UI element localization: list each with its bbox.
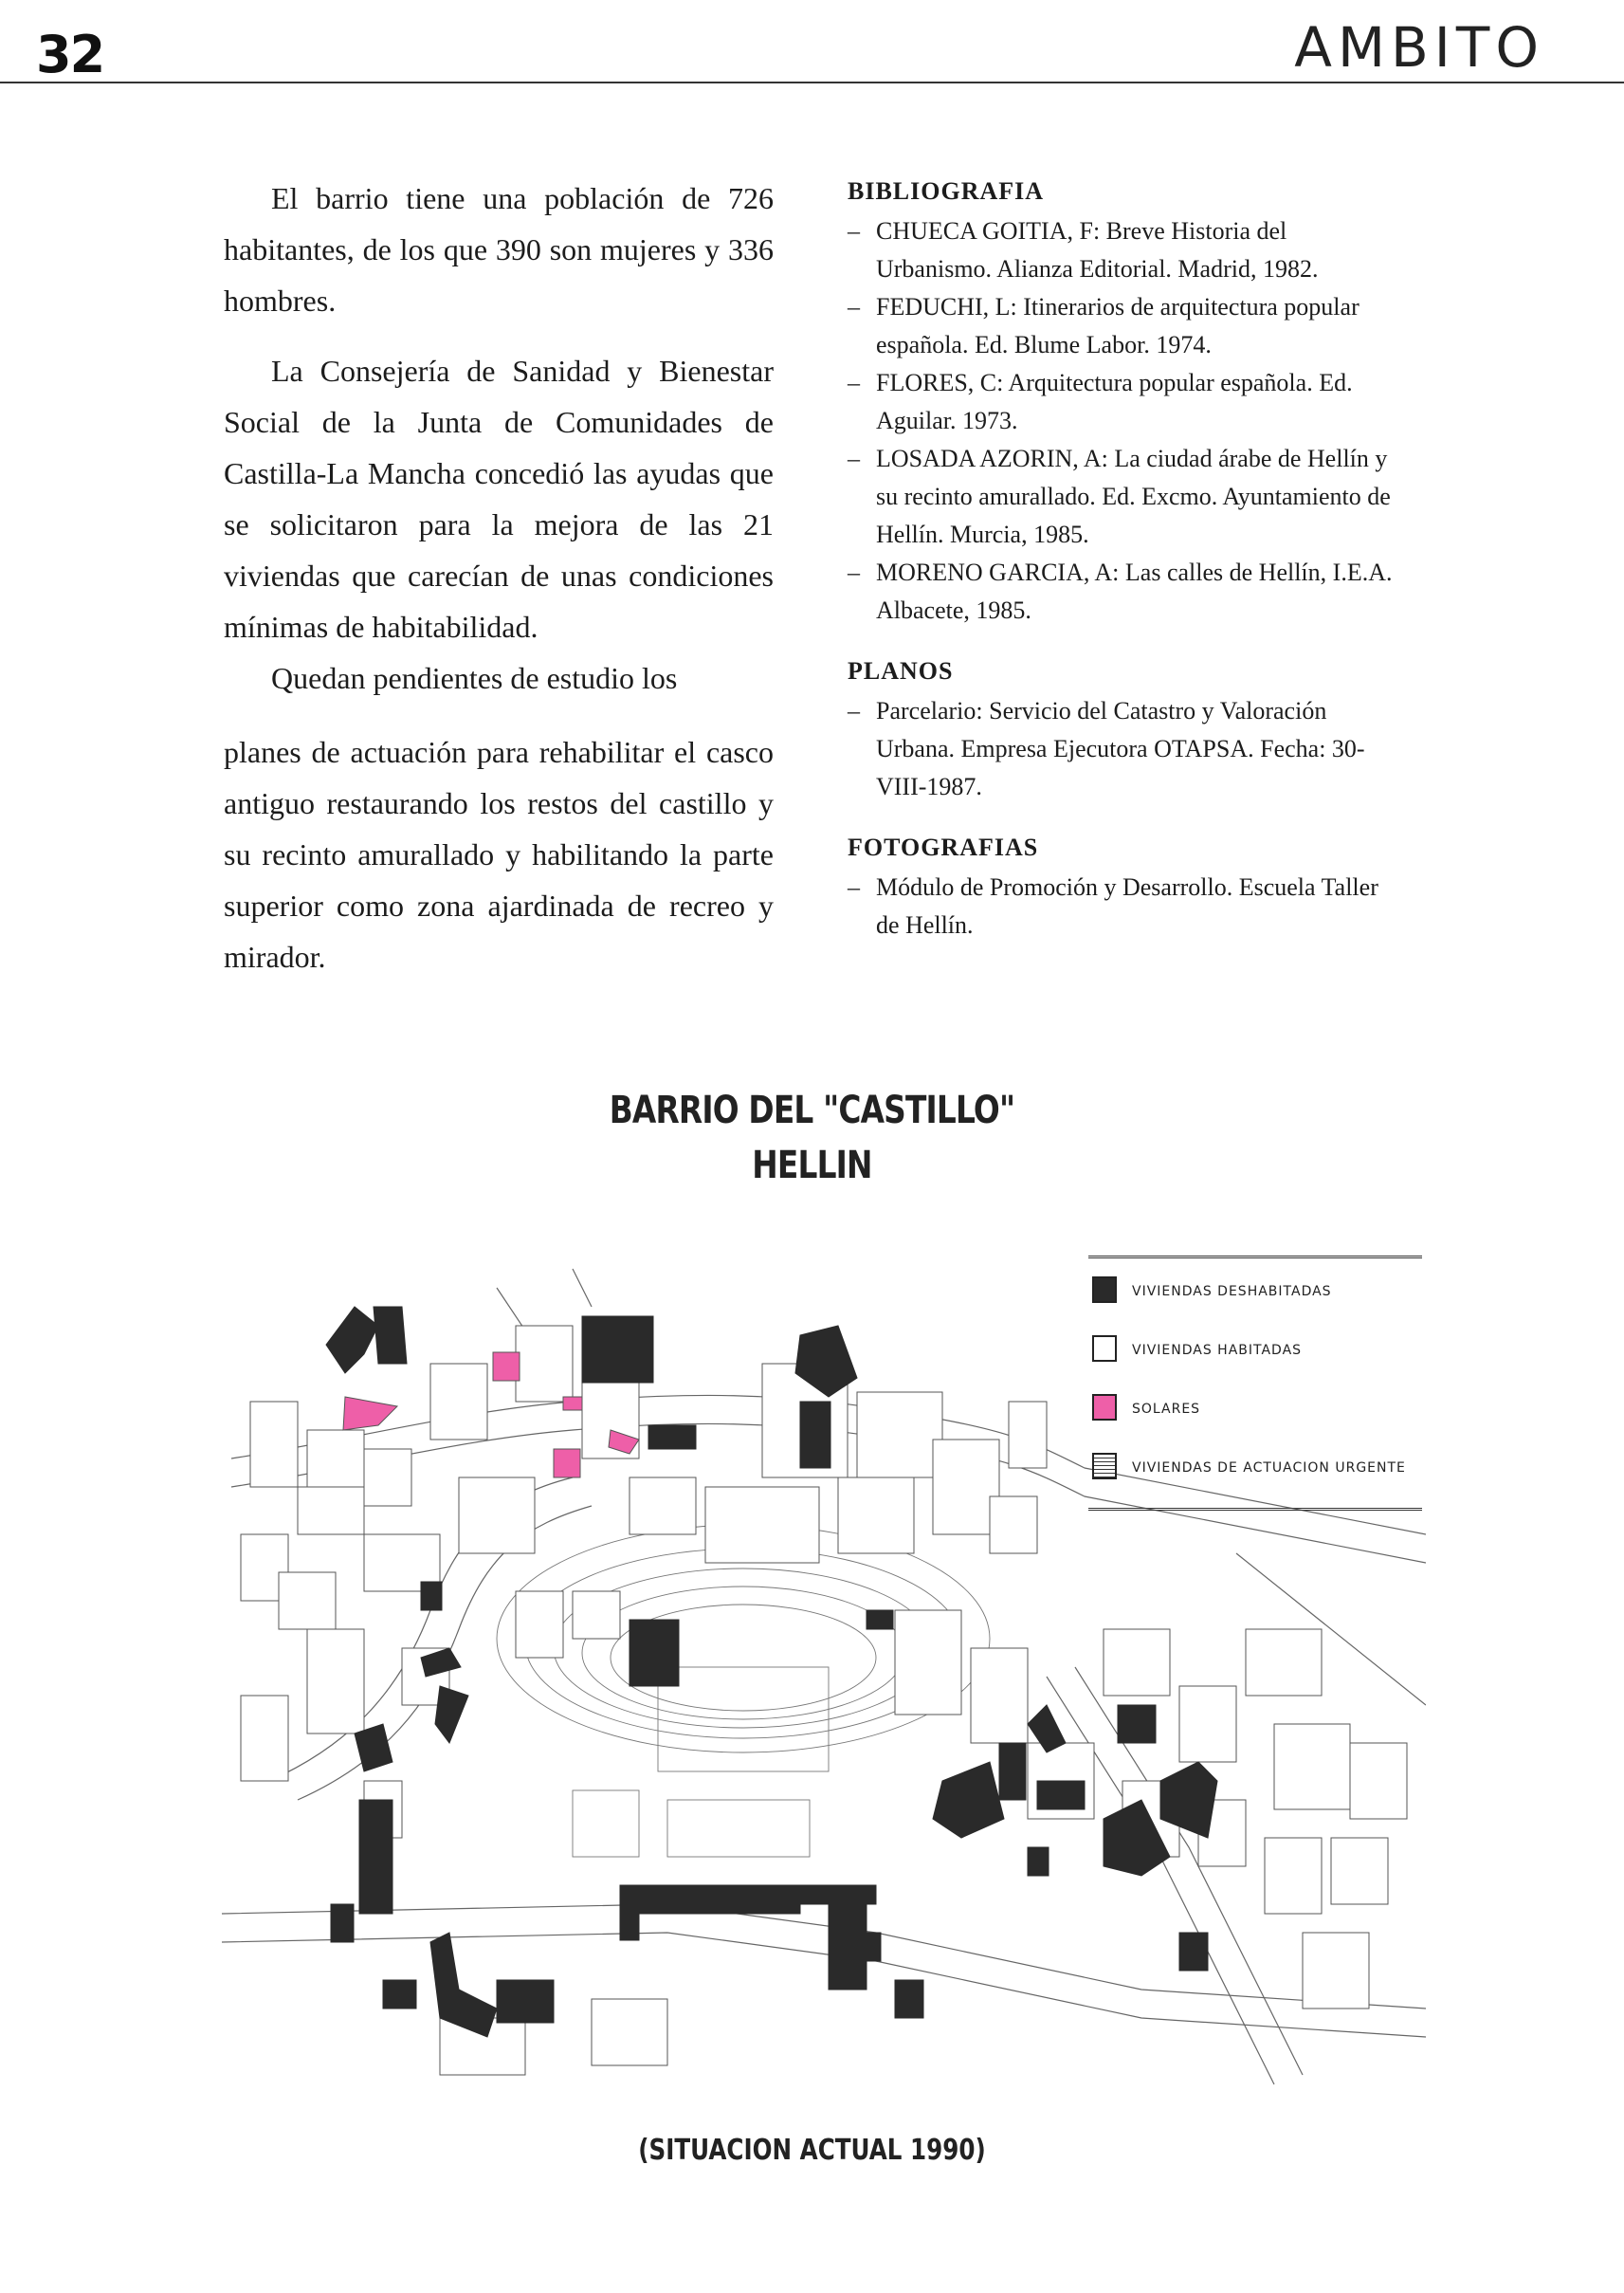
- journal-name: AMBITO: [1294, 15, 1544, 80]
- reference-item: – LOSADA AZORIN, A: La ciudad árabe de Hellín y su recinto amurallado. Ed. Excmo. Ayuntamiento de Hellín. Murcia, 1985.: [848, 445, 1391, 548]
- paragraph-plans: planes de actuación para rehabilitar el casco antiguo restaurando los restos del castillo y su recinto amurallado y habilitando la parte superior como zona ajardinada de recreo y mirador.: [224, 735, 774, 974]
- body-text: [224, 173, 774, 982]
- swatch-uninhabited: [1092, 1276, 1117, 1303]
- reference-item: – FLORES, C: Arquitectura popular española. Ed. Aguilar. 1973.: [848, 369, 1353, 434]
- plans-section: [848, 652, 1407, 806]
- swatch-inhabited: [1092, 1335, 1117, 1362]
- references: [848, 173, 1407, 967]
- map-legend: [1090, 1276, 1422, 1512]
- legend-item: [1090, 1394, 1422, 1453]
- reference-item: – CHUECA GOITIA, F: Breve Historia del Urbanismo. Alianza Editorial. Madrid, 1982.: [848, 217, 1319, 283]
- reference-item: – MORENO GARCIA, A: Las calles de Hellín, I.E.A. Albacete, 1985.: [848, 559, 1393, 624]
- legend-bottom-rule: [1088, 1508, 1422, 1511]
- header-rule: [0, 82, 1624, 83]
- reference-item: – Módulo de Promoción y Desarrollo. Escuela Taller de Hellín.: [848, 873, 1378, 939]
- legend-label: SOLARES: [1132, 1402, 1201, 1417]
- paragraph-housing-aid: La Consejería de Sanidad y Bienestar Social de la Junta de Comunidades de Castilla-La Mancha concedió las ayudas que se solicitaron para la mejora de las 21 viviendas que carecían de unas condiciones mínimas de habitabilidad.: [224, 354, 774, 644]
- photos-section: [848, 829, 1407, 945]
- bibliography-heading: BIBLIOGRAFIA: [848, 177, 1045, 205]
- paragraph-pending: Quedan pendientes de estudio los: [271, 661, 678, 695]
- legend-label: VIVIENDAS HABITADAS: [1132, 1343, 1303, 1358]
- legend-item: [1090, 1335, 1422, 1394]
- bibliography-section: [848, 173, 1407, 630]
- map-caption: (SITUACION ACTUAL 1990): [638, 2134, 986, 2167]
- legend-label: VIVIENDAS DE ACTUACION URGENTE: [1132, 1460, 1406, 1476]
- paragraph-population: El barrio tiene una población de 726 habitantes, de los que 390 son mujeres y 336 hombres.: [224, 181, 774, 318]
- page-number: 32: [36, 25, 104, 84]
- legend-label: VIVIENDAS DESHABITADAS: [1132, 1284, 1332, 1299]
- plans-heading: PLANOS: [848, 657, 954, 685]
- map-subtitle: HELLIN: [752, 1144, 872, 1187]
- reference-item: – Parcelario: Servicio del Catastro y Valoración Urbana. Empresa Ejecutora OTAPSA. Fecha: 30-VIII-1987.: [848, 697, 1365, 800]
- map-title: BARRIO DEL "CASTILLO": [609, 1089, 1015, 1132]
- swatch-urgent: [1092, 1453, 1117, 1479]
- reference-item: – FEDUCHI, L: Itinerarios de arquitectura popular española. Ed. Blume Labor. 1974.: [848, 293, 1359, 358]
- legend-item: [1090, 1453, 1422, 1512]
- legend-item: [1090, 1276, 1422, 1335]
- legend-top-rule: [1088, 1256, 1422, 1258]
- swatch-lots: [1092, 1394, 1117, 1421]
- photos-heading: FOTOGRAFIAS: [848, 834, 1039, 861]
